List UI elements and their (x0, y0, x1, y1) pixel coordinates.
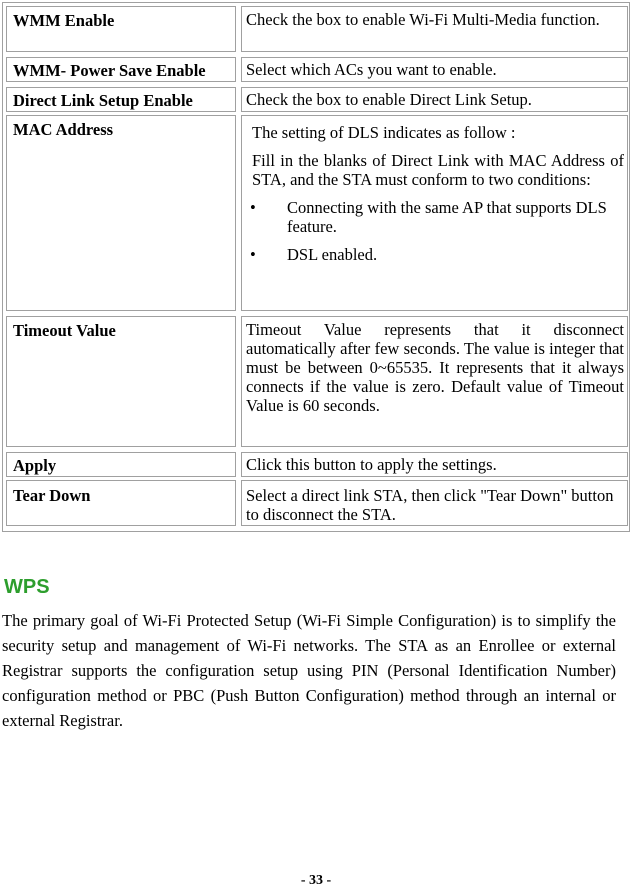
row-desc-timeout-value: Timeout Value represents that it disconnect automatically after few seconds. The value is integer that must be between 0~65535. It represents that it always connects if the value is zero. Default value of Timeout Value is 60 seconds. (241, 316, 628, 447)
dls-conditions-list (246, 198, 624, 264)
row-label-direct-link-setup: Direct Link Setup Enable (6, 87, 236, 112)
section-title-wps: WPS (4, 576, 50, 598)
row-label-wmm-enable: WMM Enable (6, 6, 236, 52)
row-label-wmm-power-save: WMM- Power Save Enable (6, 57, 236, 82)
row-desc-tear-down: Select a direct link STA, then click "Tear Down" button to disconnect the STA. (241, 480, 628, 526)
row-desc-direct-link-setup: Check the box to enable Direct Link Setup. (241, 87, 628, 112)
desc-text: Check the box to enable Wi-Fi Multi-Media function. (246, 10, 600, 29)
list-item (246, 198, 624, 236)
page-number: - 33 - (300, 873, 332, 888)
row-desc-mac-address (241, 115, 628, 311)
row-desc-wmm-power-save: Select which ACs you want to enable. (241, 57, 628, 82)
dls-intro-text: The setting of DLS indicates as follow : (252, 123, 516, 142)
bullet-icon: • (250, 198, 256, 217)
condition-text: DSL enabled. (287, 245, 378, 264)
bullet-icon: • (250, 245, 256, 264)
dls-conditions-text: Fill in the blanks of Direct Link with MAC Address of STA, and the STA must conform to two conditions: (252, 151, 624, 189)
settings-table (2, 2, 630, 532)
wps-body-paragraph: The primary goal of Wi-Fi Protected Setup (Wi-Fi Simple Configuration) is to simplify the security setup and management of Wi-Fi networks. The STA as an Enrollee or external Registrar supports the configuration setup using PIN (Personal Identification Number) configuration method or PBC (Push Button Configuration) method through an internal or external Registrar. (2, 611, 616, 730)
row-desc-apply: Click this button to apply the settings. (241, 452, 628, 477)
row-desc-wmm-enable (241, 6, 628, 52)
row-label-tear-down: Tear Down (6, 480, 236, 526)
row-label-mac-address: MAC Address (6, 115, 236, 311)
list-item (246, 245, 624, 264)
condition-text: Connecting with the same AP that supports DLS feature. (287, 198, 607, 236)
row-label-apply: Apply (6, 452, 236, 477)
row-label-timeout-value: Timeout Value (6, 316, 236, 447)
